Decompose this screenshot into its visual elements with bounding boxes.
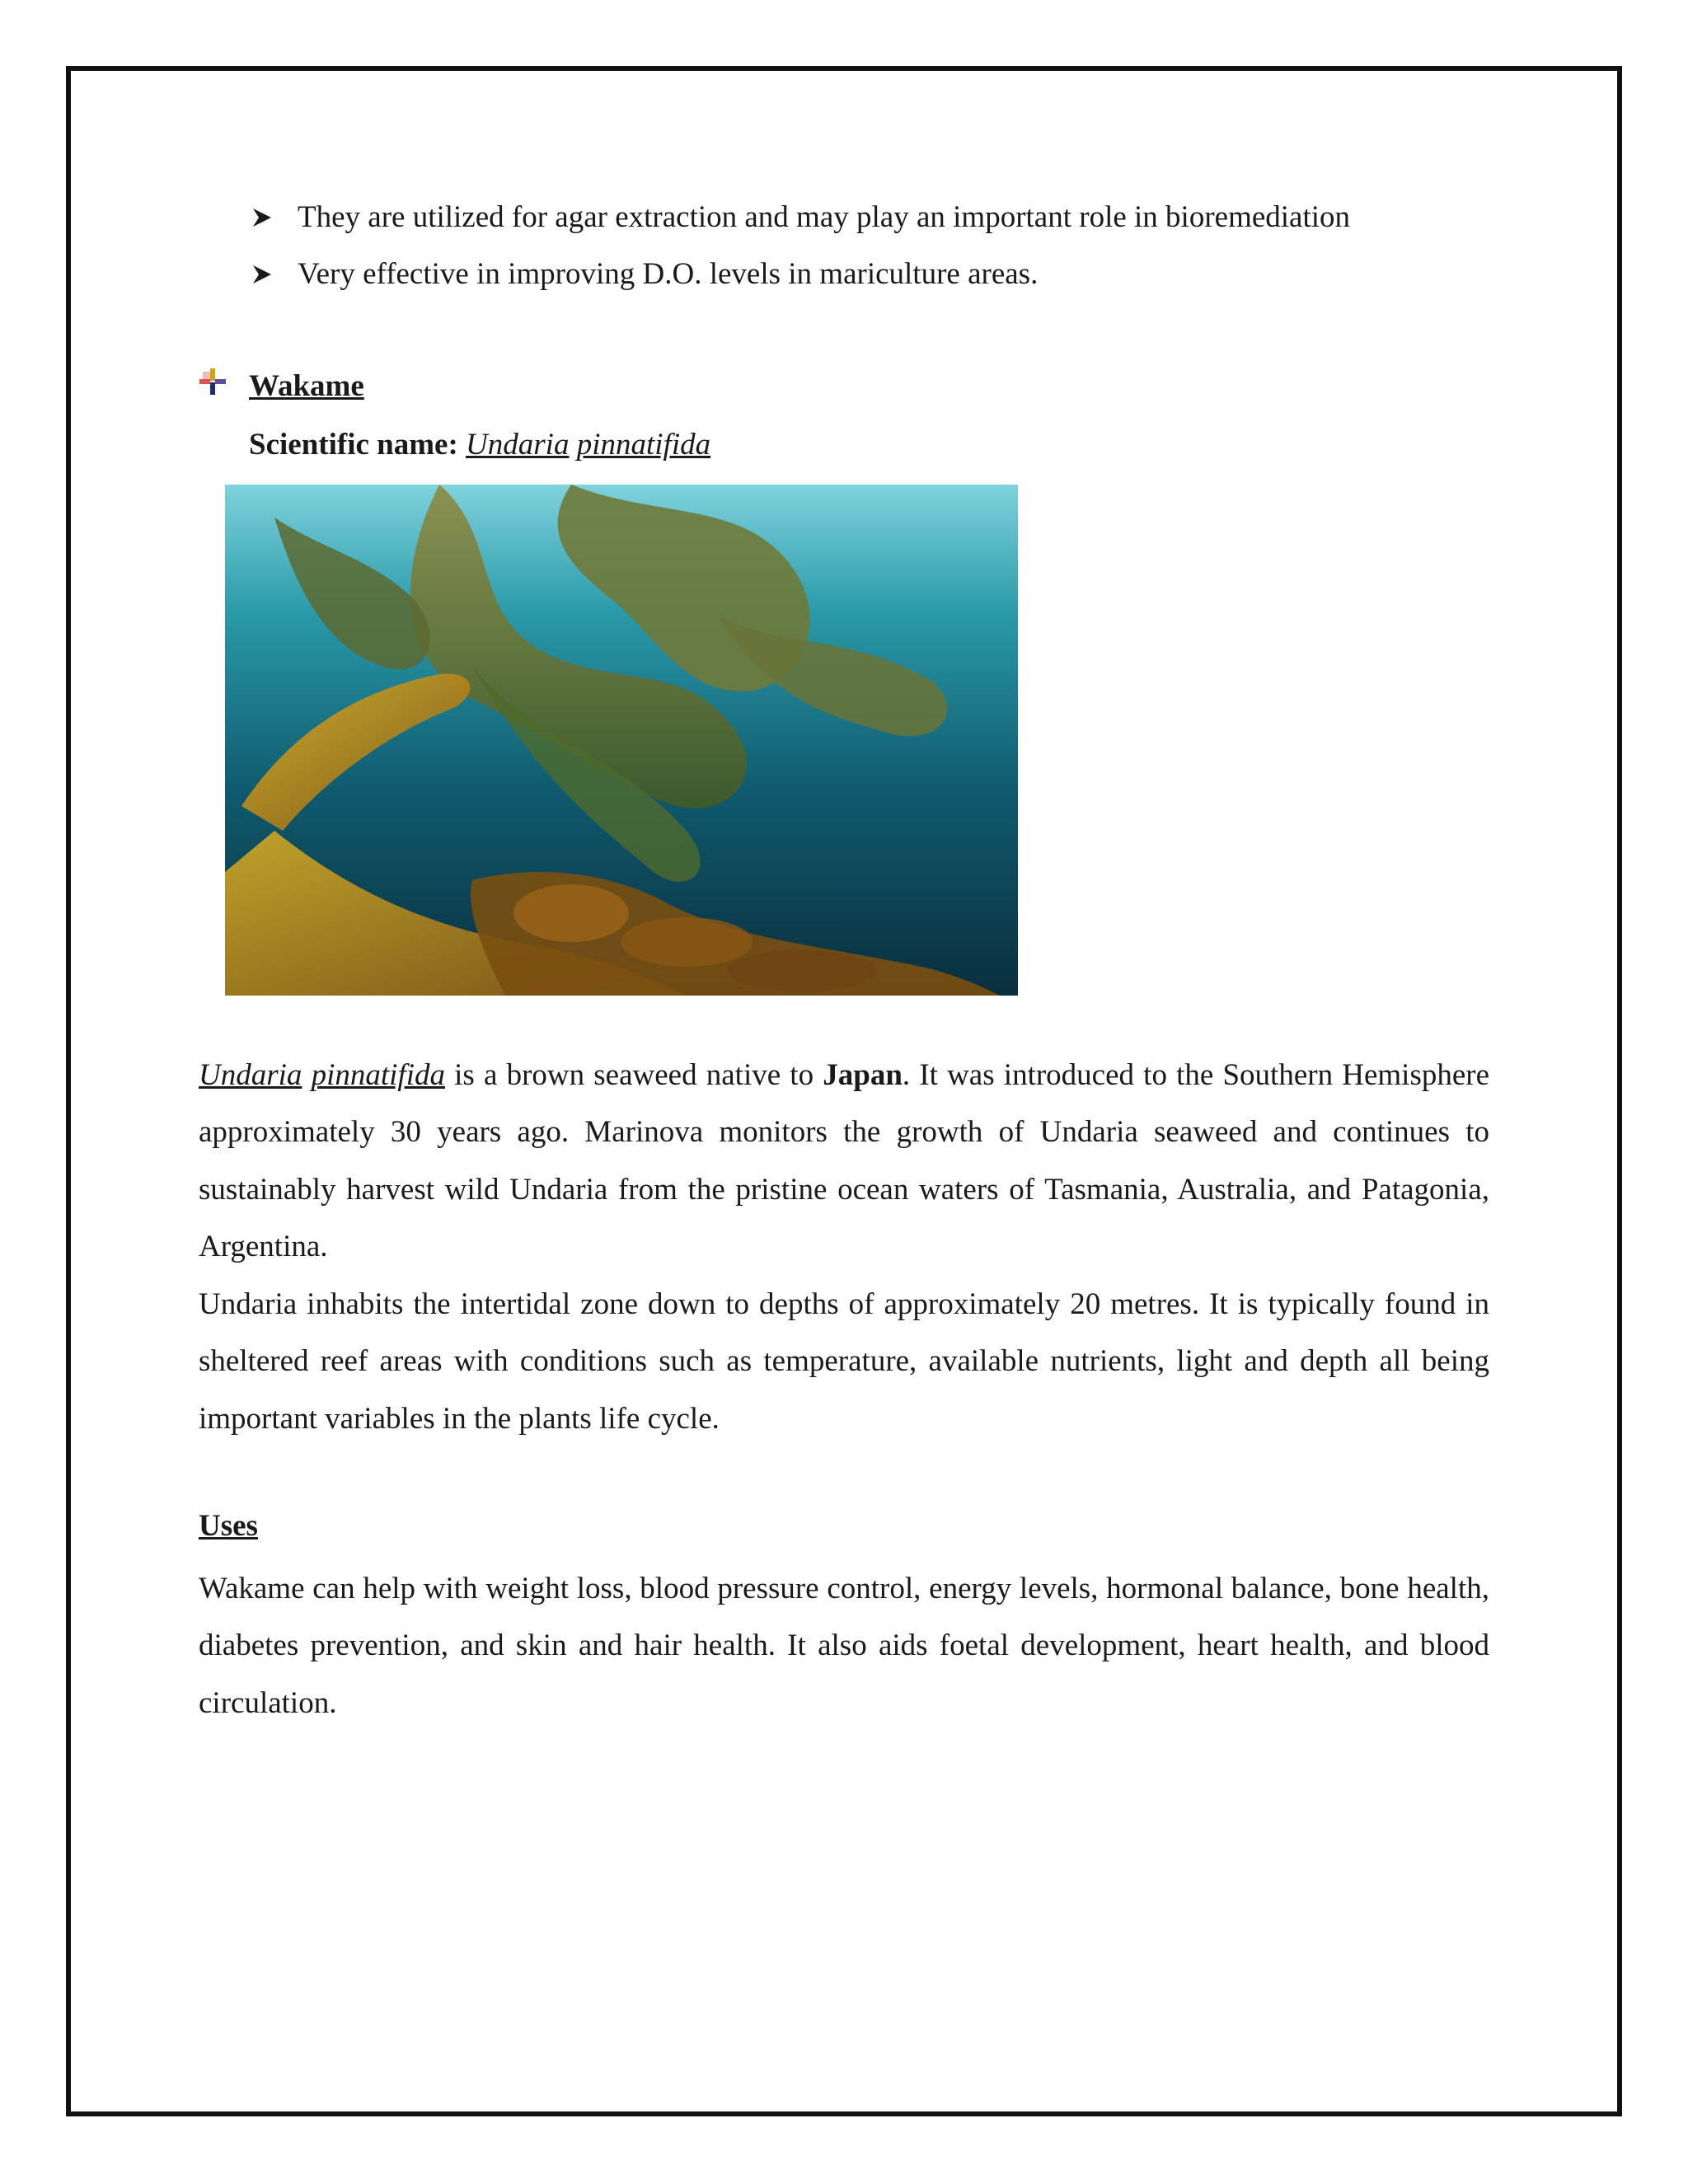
habitat-paragraph: Undaria inhabits the intertidal zone down to depths of approximately 20 metres. It is typically found in sheltered reef areas with conditions such as temperature, available nutrients, light and depth all being important variables in the plants life cycle. <box>199 1287 1489 1436</box>
description-paragraph <box>199 1047 1489 1276</box>
section-title: Wakame <box>249 368 364 403</box>
paragraph-text: . It was introduced to the Southern Hemisphere approximately 30 years ago. Marinova monitors the growth of Undaria seaweed and continues to sustainably harvest wild Undaria from the pristine ocean waters of Tasmania, Australia, and Patagonia, Argentina. <box>199 1058 1490 1264</box>
scientific-name-line <box>249 427 710 462</box>
bullet-text: Very effective in improving D.O. levels in mariculture areas. <box>298 257 1039 291</box>
wakame-photo <box>225 485 1018 996</box>
arrow-bullet-icon <box>251 264 298 285</box>
scientific-name-label: Scientific name: <box>249 428 458 462</box>
species-name: pinnatifida <box>576 428 711 462</box>
four-color-plus-icon <box>198 367 249 405</box>
species-name: pinnatifida <box>311 1058 445 1092</box>
genus-name: Undaria <box>466 428 570 462</box>
arrow-bullet-icon <box>251 207 298 228</box>
section-heading <box>198 367 364 405</box>
bullet-text: They are utilized for agar extraction and may play an important role in bioremediation <box>298 200 1351 234</box>
bullet-item <box>251 256 1038 292</box>
bold-word: Japan <box>823 1058 903 1092</box>
genus-name: Undaria <box>199 1058 302 1092</box>
bullet-item <box>251 199 1350 235</box>
paragraph-text: is a brown seaweed native to <box>444 1058 823 1092</box>
uses-paragraph: Wakame can help with weight loss, blood pressure control, energy levels, hormonal balance, bone health, diabetes prevention, and skin and hair health. It also aids foetal development, heart health, and blood circulation. <box>199 1572 1489 1720</box>
uses-heading: Uses <box>199 1509 258 1543</box>
